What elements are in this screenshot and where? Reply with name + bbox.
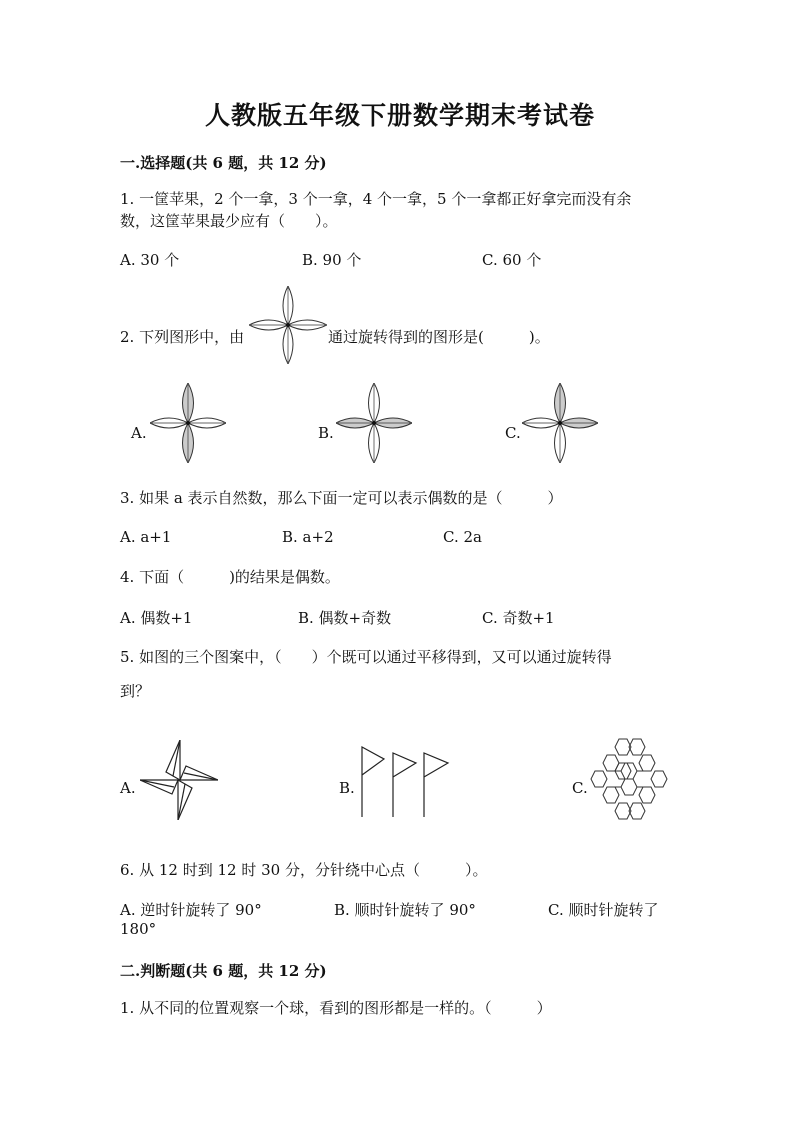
q2-option-c-flower-figure [522, 383, 598, 463]
section-1-heading: 一.选择题(共 6 题，共 12 分) [120, 154, 327, 172]
q2-option-b-flower-figure [336, 383, 412, 463]
q3-text: 3. 如果 a 表示自然数，那么下面一定可以表示偶数的是（ ） [120, 489, 563, 507]
q5-option-b-flags-figure [356, 745, 456, 817]
s2-q1-text: 1. 从不同的位置观察一个球，看到的图形都是一样的。（ ） [120, 999, 552, 1017]
q5-option-b-label: B. [339, 779, 355, 797]
q4-text: 4. 下面（ )的结果是偶数。 [120, 568, 340, 586]
q1-text-line1: 1. 一筐苹果，2 个一拿，3 个一拿，4 个一拿，5 个一拿都正好拿完而没有余 [120, 190, 632, 208]
q6-option-c: C. 顺时针旋转了 [548, 901, 659, 919]
q3-option-a: A. a+1 [120, 528, 172, 546]
q2-text-after: 通过旋转得到的图形是( )。 [328, 328, 550, 346]
q5-option-a-pinwheel-figure [140, 740, 218, 820]
q5-option-c-label: C. [572, 779, 588, 797]
q3-option-b: B. a+2 [282, 528, 334, 546]
q6-option-c-continuation: 180° [120, 920, 157, 938]
q5-text-line2: 到？ [120, 682, 151, 700]
q5-option-c-hexagon-figure [589, 738, 669, 820]
q2-option-a-flower-figure [150, 383, 226, 463]
q2-option-b-label: B. [318, 424, 334, 442]
q4-option-a: A. 偶数+1 [120, 609, 193, 627]
q1-text-line2: 数，这筐苹果最少应有（ ）。 [120, 212, 338, 230]
q3-option-c: C. 2a [443, 528, 482, 546]
q1-option-a: A. 30 个 [120, 251, 180, 269]
q6-text: 6. 从 12 时到 12 时 30 分，分针绕中心点（ ）。 [120, 861, 488, 879]
q1-option-b: B. 90 个 [302, 251, 362, 269]
q6-option-a: A. 逆时针旋转了 90° [120, 901, 262, 919]
q2-original-flower-figure [249, 286, 327, 364]
q4-option-c: C. 奇数+1 [482, 609, 555, 627]
page-title: 人教版五年级下册数学期末考试卷 [204, 101, 595, 130]
q2-text-before: 2. 下列图形中，由 [120, 328, 245, 346]
section-2-heading: 二.判断题(共 6 题，共 12 分) [120, 962, 327, 980]
q5-option-a-label: A. [120, 779, 136, 797]
q2-option-a-label: A. [131, 424, 147, 442]
q2-option-c-label: C. [505, 424, 521, 442]
q1-option-c: C. 60 个 [482, 251, 542, 269]
q6-option-b: B. 顺时针旋转了 90° [334, 901, 476, 919]
q5-text-line1: 5. 如图的三个图案中，（ ）个既可以通过平移得到，又可以通过旋转得 [120, 648, 612, 666]
q4-option-b: B. 偶数+奇数 [298, 609, 392, 627]
